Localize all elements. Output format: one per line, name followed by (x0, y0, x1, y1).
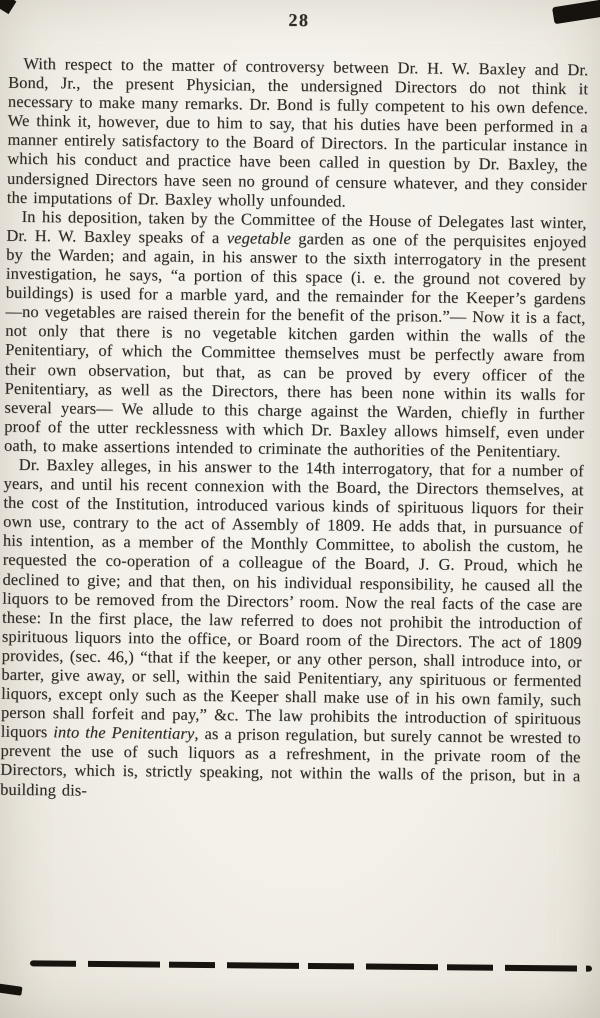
scan-artifact-bottom-left (0, 983, 22, 996)
paragraph-text-italic: into the Penitentiary (53, 722, 195, 744)
paragraph-deposition (4, 206, 587, 461)
paragraph-text: garden as one of the perquisites enjoyed by the Warden; and again, in his answer to the sixth interrogatory in the present investigation, he says, “a portion of this space (i. e. the ground not covered by buildings) is used for a marble yard, and the remainder for the Keeper’s gardens —no vegetables are raised therein for the benefit of the prison.”— Now it is a fact, not only that there is no vegetable kitchen garden within the walls of the Penitentiary, of which the Committee themselves must be perfectly aware from their own observation, but that, as can be proved by every officer of the Penitentiary, as well as the Directors, there has been none within its walls for several years— We allude to this charge against the Warden, chiefly in further proof of the utter recklessness with which Dr. Baxley allows himself, even under oath, to make assertions intended to criminate the authorities of the Penitentiary. (3, 228, 587, 461)
paragraph-controversy (7, 54, 589, 213)
paragraph-text-italic: vegetable (226, 228, 292, 248)
paragraph-text: , as a prison regulation, but surely cannot be wrested to prevent the use of such liquors as a refreshment, in the private room of the Directors, which is, strictly speaking, not within the walls of the prison, but in a building dis- (0, 724, 581, 800)
paragraph-text: With respect to the matter of controversy between Dr. H. W. Baxley and Dr. Bond, Jr., the present Physician, the undersigned Directors do not think it necessary to make many remarks. Dr. Bond is fully competent to his own defence. We think it, however, due to him to say, that his duties have been performed in a manner entirely satisfactory to the Board of Directors. In the particular instance in which his conduct and practice have been called in question by Dr. Baxley, the undersigned Directors have seen no ground of censure whatever, and they consider the imputations of Dr. Baxley wholly unfounded. (6, 53, 589, 211)
paragraph-text: In his deposition, taken by the Committee of the House of Delegates last winter, Dr. H. W. Baxley speaks of a (6, 206, 587, 248)
page-number: 28 (288, 9, 310, 31)
scan-artifact-bottom-edge (30, 960, 592, 971)
page-body (0, 7, 589, 805)
paragraph-liquors (0, 455, 584, 805)
paragraph-text: Dr. Baxley alleges, in his answer to the 14th interrogatory, that for a number of years, and until his recent connexion with the Board, the Directors themselves, at the cost of the Institution, introduced various kinds of spirituous liquors for their own use, contrary to the act of Assembly of 1809. He adds that, in pursuance of his intention, as a member of the Monthly Committee, to abolish the custom, he requested the co-operation of a colleague of the Board, J. G. Proud, which he declined to give; and that then, on his individual responsibility, he caused all the liquors to be removed from the Directors’ room. Now the real facts of the case are these: In the first place, the law referred to does not prohibit the introduction of spirituous liquors into the office, or Board room of the Directors. The act of 1809 provides, (sec. 46,) “that if the keeper, or any other person, shall introduce into, or barter, give away, or sell, within the said Penitentiary, any spirituous or fermented liquors, except only such as the Keeper shall make use of in his own family, such person shall forfeit and pay,” &c. The law prohibits the introduction of spirituous liquors (0, 454, 584, 742)
